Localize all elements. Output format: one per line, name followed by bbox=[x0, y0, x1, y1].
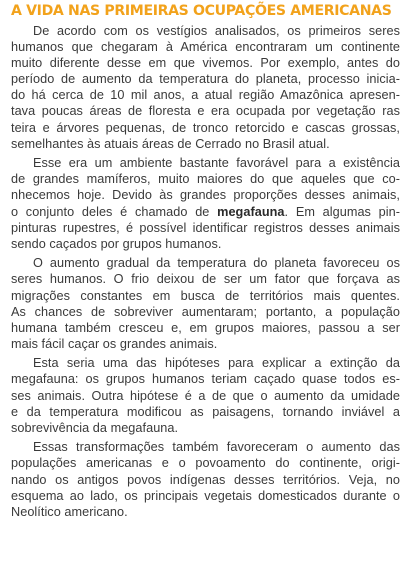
text-line: ses animais. Outra hipótese é a de que o aumento da umidade bbox=[11, 388, 400, 403]
text-line: sobrevivência da megafauna. bbox=[11, 420, 179, 435]
text-line: Essas transformações também favoreceram o aumento das bbox=[33, 440, 400, 455]
paragraph-5 bbox=[11, 439, 400, 519]
text-line: O aumento gradual da temperatura do planeta favoreceu os bbox=[33, 256, 400, 271]
text-line: período de aumento da temperatura do planeta, processo inicia- bbox=[11, 72, 400, 87]
text-line: do há cerca de 10 mil anos, a atual região Amazônica apresen- bbox=[11, 88, 400, 103]
text-line: humanos que chegaram à América encontraram um continente bbox=[11, 40, 400, 55]
text-line: semelhantes às atuais áreas de Cerrado no Brasil atual. bbox=[11, 136, 330, 151]
paragraph-1 bbox=[11, 23, 400, 152]
text-line: mais fácil caçar os grandes animais. bbox=[11, 336, 218, 351]
text-segment: o conjunto deles é chamado de bbox=[11, 204, 210, 219]
text-line: tava poucas áreas de floresta e era ocupada por vegetação ras bbox=[11, 104, 400, 119]
keyword-megafauna: megafauna bbox=[217, 204, 285, 219]
text-line: humana também cresceu e, em grupos maiores, passou a ser bbox=[11, 320, 400, 335]
text-line: muito diferente desse em que vivemos. Por exemplo, antes do bbox=[11, 56, 400, 71]
text-line: migrações constantes em busca de territórios mais quentes. bbox=[11, 288, 400, 303]
text-line: megafauna: os grupos humanos teriam caçado quase todos es- bbox=[11, 372, 400, 387]
paragraph-3 bbox=[11, 255, 400, 352]
text-line: Neolítico americano. bbox=[11, 504, 128, 519]
text-line: de grandes mamíferos, muito maiores do que aqueles que co- bbox=[11, 172, 400, 187]
text-line: As chances de sobreviver aumentaram; portanto, a população bbox=[11, 304, 400, 319]
text-line: pinturas rupestres, é possível identificar registros desses animais bbox=[11, 220, 400, 235]
text-line: nando os antigos povos indígenas desses territórios. Veja, no bbox=[11, 472, 400, 487]
text-line: De acordo com os vestígios analisados, os primeiros seres bbox=[33, 24, 400, 38]
text-line: Esta seria uma das hipóteses para explicar a extinção da bbox=[33, 356, 400, 371]
text-line: seres humanos. O frio deixou de ser um fator que forçava as bbox=[11, 272, 400, 287]
text-segment: . Em algumas pin- bbox=[284, 204, 401, 219]
text-line: Esse era um ambiente bastante favorável para a existência bbox=[33, 156, 400, 171]
text-line-with-keyword bbox=[11, 204, 400, 220]
text-line: e da temperatura modificou as paisagens, tornando inviável a bbox=[11, 404, 400, 419]
text-line: populações americanas e o povoamento do continente, origi- bbox=[11, 456, 400, 471]
text-line: teira e árvores pequenas, de tronco retorcido e cascas grossas, bbox=[11, 120, 400, 135]
text-line: nhecemos hoje. Devido às grandes proporções desses animais, bbox=[11, 188, 400, 203]
paragraph-4 bbox=[11, 355, 400, 435]
section-title: A VIDA NAS PRIMEIRAS OCUPAÇÕES AMERICANAS bbox=[11, 3, 392, 19]
paragraph-2 bbox=[11, 155, 400, 252]
text-line: sendo caçados por grupos humanos. bbox=[11, 236, 222, 251]
text-line: esquema ao lado, os principais vegetais domesticados durante o bbox=[11, 488, 400, 503]
